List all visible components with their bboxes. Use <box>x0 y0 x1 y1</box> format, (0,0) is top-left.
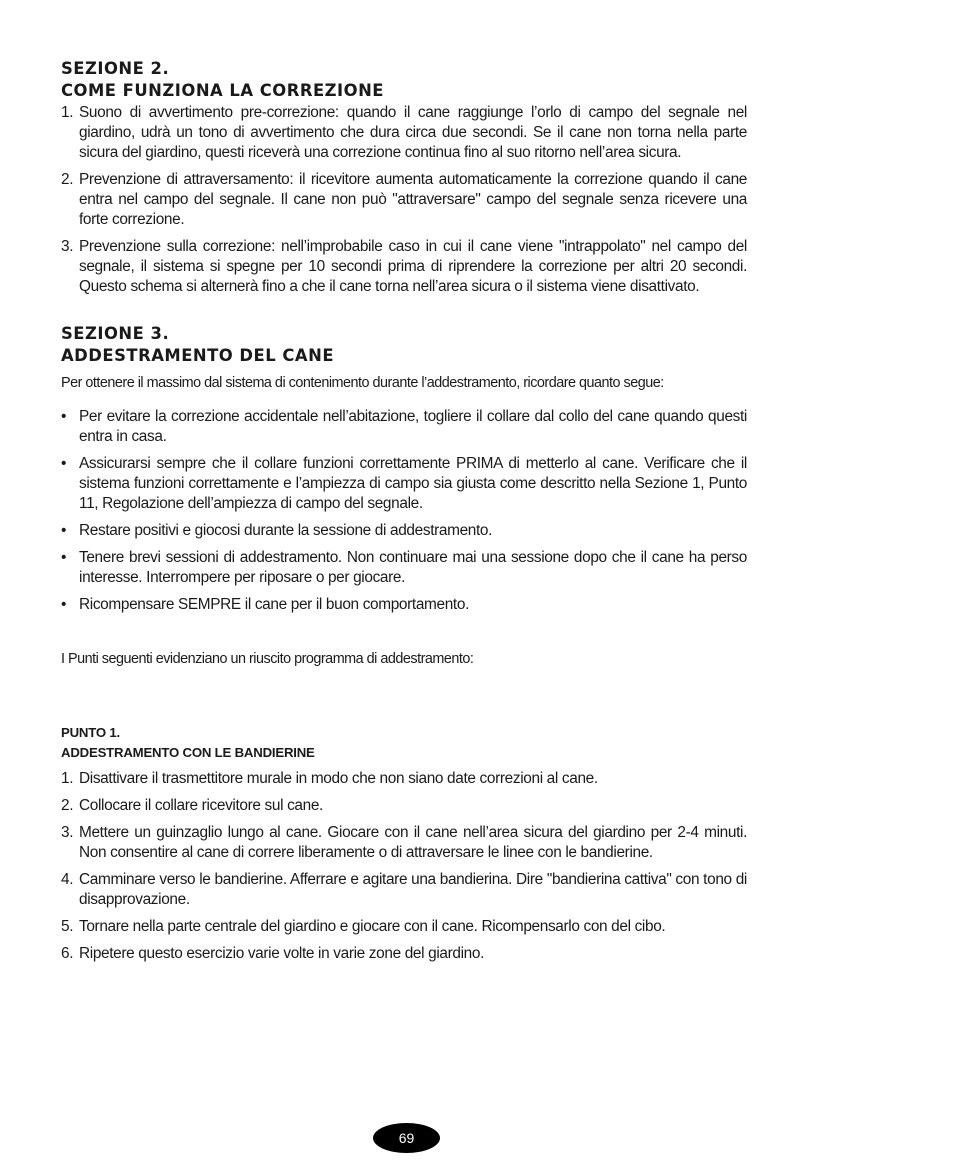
bullet-icon: • <box>61 455 67 472</box>
bullet-text: Tenere brevi sessioni di addestramento. Non continuare mai una sessione dopo che il cane ha perso interesse. Interrompere per riposare o per giocare. <box>79 549 747 586</box>
section-3-number: SEZIONE 3. <box>61 324 170 343</box>
bullet-text: Restare positivi e giocosi durante la sessione di addestramento. <box>79 522 493 539</box>
bullet-item <box>61 521 747 541</box>
section-2-title: COME FUNZIONA LA CORREZIONE <box>61 81 384 100</box>
punto-1-number: PUNTO 1. <box>61 725 120 740</box>
item-number: 2. <box>61 797 74 814</box>
section-2 <box>61 58 747 297</box>
bullet-text: Assicurarsi sempre che il collare funzioni correttamente PRIMA di metterlo al cane. Verificare che il sistema funzioni correttamente e l’ampiezza di campo sia giusta come descritto nella Sezione 1, Punto 11, Regolazione dell’ampiezza di campo del segnale. <box>79 455 747 512</box>
item-text: Mettere un guinzaglio lungo al cane. Giocare con il cane nell’area sicura del giardino per 2-4 minuti. Non consentire al cane di correre liberamente o di attraversare le linee con le bandierine. <box>79 824 747 861</box>
item-number: 1. <box>61 104 74 121</box>
section-2-number: SEZIONE 2. <box>61 59 170 78</box>
list-item <box>61 944 747 964</box>
item-text: Suono di avvertimento pre-correzione: quando il cane raggiunge l’orlo di campo del segnale nel giardino, udrà un tono di avvertimento che dura circa due secondi. Se il cane non torna nella parte sicura del giardino, questi riceverà una correzione continua fino al suo ritorno nell’area sicura. <box>79 104 747 161</box>
section-3-intro: Per ottenere il massimo dal sistema di contenimento durante l’addestramento, ricordare quanto segue: <box>61 375 664 391</box>
page-number-badge <box>373 1123 440 1153</box>
item-number: 3. <box>61 824 74 841</box>
document-page <box>61 58 747 971</box>
item-text: Disattivare il trasmettitore murale in modo che non siano date correzioni al cane. <box>79 770 598 787</box>
bullet-item <box>61 595 747 615</box>
list-item <box>61 823 747 863</box>
bullet-icon: • <box>61 408 67 425</box>
item-number: 1. <box>61 770 74 787</box>
bullet-item <box>61 407 747 447</box>
item-number: 2. <box>61 171 74 188</box>
item-text: Camminare verso le bandierine. Afferrare e agitare una bandierina. Dire "bandierina cattiva" con tono di disapprovazione. <box>79 871 747 908</box>
section-3-bullets <box>61 407 747 615</box>
section-2-heading <box>61 58 747 102</box>
bullet-text: Ricompensare SEMPRE il cane per il buon comportamento. <box>79 596 469 613</box>
bullet-icon: • <box>61 596 67 613</box>
item-number: 3. <box>61 238 74 255</box>
item-text: Ripetere questo esercizio varie volte in varie zone del giardino. <box>79 945 485 962</box>
bullet-icon: • <box>61 549 67 566</box>
bullet-item <box>61 454 747 514</box>
punto-1 <box>61 723 747 964</box>
section-3 <box>61 323 747 669</box>
list-item <box>61 870 747 910</box>
section-2-list <box>61 103 747 297</box>
item-text: Prevenzione di attraversamento: il ricevitore aumenta automaticamente la correzione quando il cane entra nel campo del segnale. Il cane non può "attraversare" campo del segnale senza ricevere una forte correzione. <box>79 171 747 228</box>
item-text: Prevenzione sulla correzione: nell’improbabile caso in cui il cane viene "intrappolato" nel campo del segnale, il sistema si spegne per 10 secondi prima di riprendere la correzione per altri 20 secondi. Questo schema si alternerà fino a che il cane torna nell’area sicura o il sistema viene disattivato. <box>79 238 747 295</box>
list-item <box>61 769 747 789</box>
list-item <box>61 796 747 816</box>
list-item <box>61 917 747 937</box>
list-item <box>61 170 747 230</box>
points-intro: I Punti seguenti evidenziano un riuscito programma di addestramento: <box>61 651 474 667</box>
list-item <box>61 103 747 163</box>
item-text: Tornare nella parte centrale del giardino e giocare con il cane. Ricompensarlo con del cibo. <box>79 918 666 935</box>
punto-1-title: ADDESTRAMENTO CON LE BANDIERINE <box>61 745 315 760</box>
item-number: 6. <box>61 945 74 962</box>
list-item <box>61 237 747 297</box>
page-number: 69 <box>398 1130 415 1146</box>
bullet-item <box>61 548 747 588</box>
section-3-title: ADDESTRAMENTO DEL CANE <box>61 346 335 365</box>
bullet-icon: • <box>61 522 67 539</box>
punto-1-list <box>61 769 747 964</box>
punto-1-heading <box>61 723 747 763</box>
item-text: Collocare il collare ricevitore sul cane. <box>79 797 323 814</box>
item-number: 4. <box>61 871 74 888</box>
section-3-heading <box>61 323 747 367</box>
item-number: 5. <box>61 918 74 935</box>
bullet-text: Per evitare la correzione accidentale nell’abitazione, togliere il collare dal collo del cane quando questi entra in casa. <box>79 408 747 445</box>
